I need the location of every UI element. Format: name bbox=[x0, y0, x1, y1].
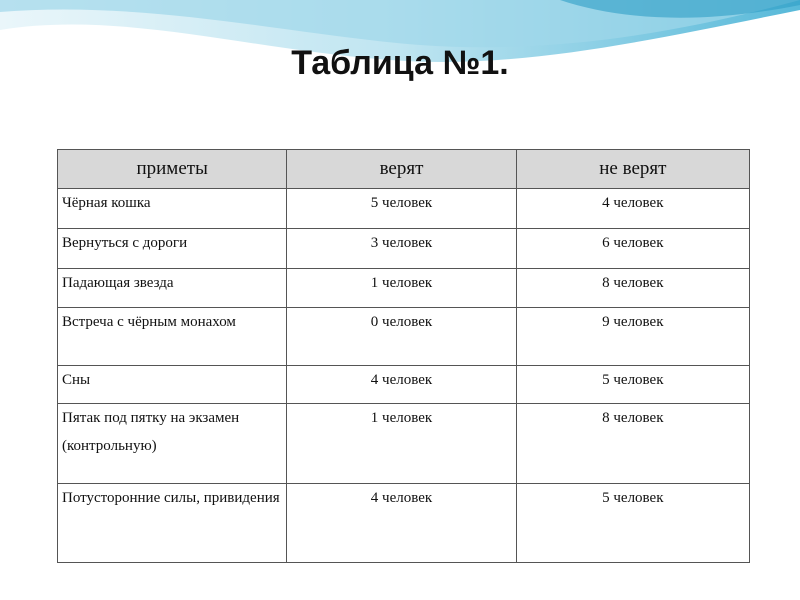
disbelieve-cell: 8 человек bbox=[516, 269, 749, 308]
omen-cell: Чёрная кошка bbox=[58, 189, 287, 229]
table-row bbox=[58, 404, 750, 484]
disbelieve-cell: 5 человек bbox=[516, 484, 749, 563]
header-disbelieve: не верят bbox=[516, 150, 749, 189]
disbelieve-cell: 6 человек bbox=[516, 229, 749, 269]
table-row bbox=[58, 269, 750, 308]
believe-cell: 3 человек bbox=[287, 229, 516, 269]
disbelieve-cell: 4 человек bbox=[516, 189, 749, 229]
table-row bbox=[58, 366, 750, 404]
omen-cell: Сны bbox=[58, 366, 287, 404]
page-title: Таблица №1. bbox=[291, 44, 509, 82]
table-row bbox=[58, 229, 750, 269]
omen-cell: Вернуться с дороги bbox=[58, 229, 287, 269]
believe-cell: 5 человек bbox=[287, 189, 516, 229]
omen-cell: Пятак под пятку на экзамен (контрольную) bbox=[58, 404, 287, 484]
header-omens: приметы bbox=[58, 150, 287, 189]
believe-cell: 4 человек bbox=[287, 366, 516, 404]
believe-cell: 0 человек bbox=[287, 308, 516, 366]
table-row bbox=[58, 484, 750, 563]
omen-cell: Встреча с чёрным монахом bbox=[58, 308, 287, 366]
omen-cell: Падающая звезда bbox=[58, 269, 287, 308]
believe-cell: 4 человек bbox=[287, 484, 516, 563]
believe-cell: 1 человек bbox=[287, 269, 516, 308]
disbelieve-cell: 5 человек bbox=[516, 366, 749, 404]
believe-cell: 1 человек bbox=[287, 404, 516, 484]
header-believe: верят bbox=[287, 150, 516, 189]
table-row bbox=[58, 308, 750, 366]
table-header-row bbox=[58, 150, 750, 189]
omen-cell: Потусторонние силы, привидения bbox=[58, 484, 287, 563]
disbelieve-cell: 9 человек bbox=[516, 308, 749, 366]
omens-table bbox=[57, 149, 750, 563]
table-row bbox=[58, 189, 750, 229]
disbelieve-cell: 8 человек bbox=[516, 404, 749, 484]
